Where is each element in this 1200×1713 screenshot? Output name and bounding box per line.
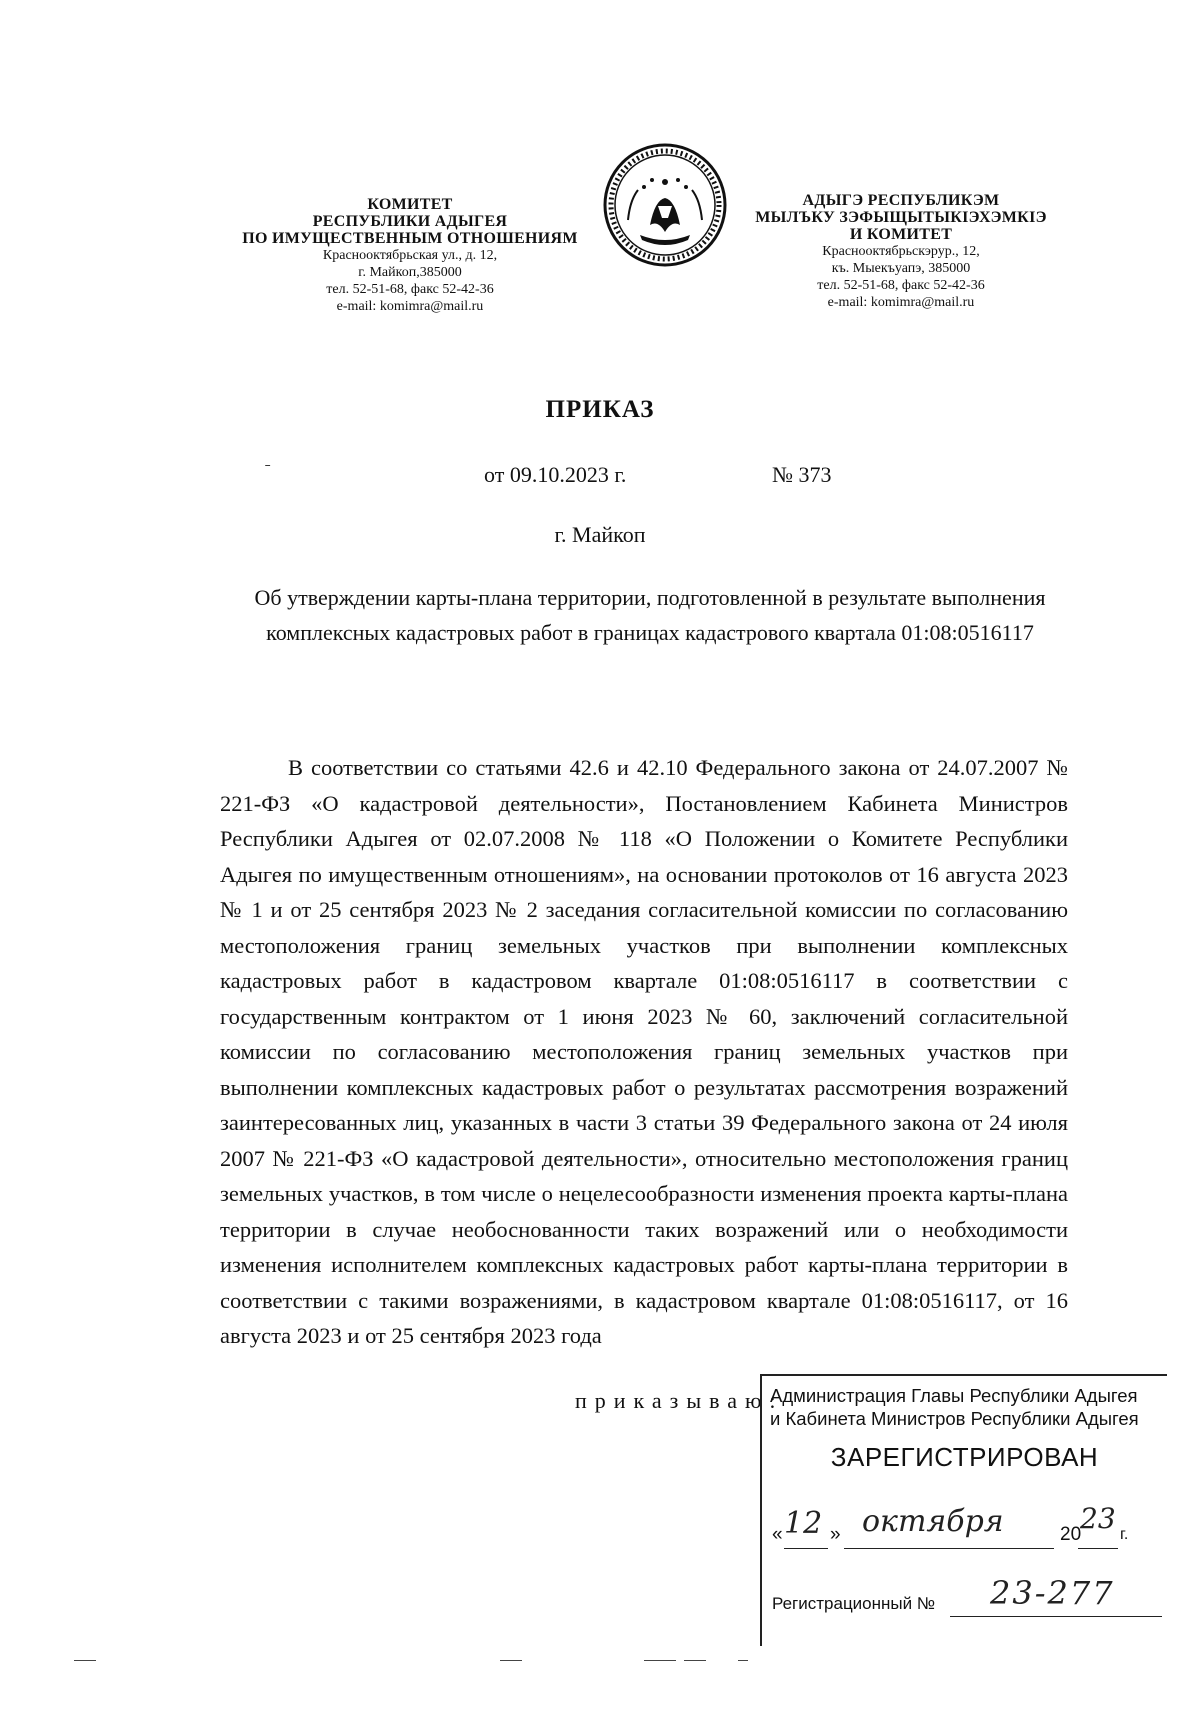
scan-artifact (500, 1660, 522, 1661)
coat-of-arms-icon (600, 140, 730, 270)
stamp-day-underline (784, 1548, 828, 1549)
stamp-year-prefix: 20 (1060, 1524, 1082, 1545)
order-date: от 09.10.2023 г. (484, 462, 627, 487)
header-right (716, 192, 1086, 311)
city-line: г. Майкоп (554, 522, 646, 547)
header-right-city: къ. Мыекъуапэ, 385000 (831, 261, 971, 276)
header-left-email: e-mail: komimra@mail.ru (336, 299, 484, 314)
order-body: В соответствии со статьями 42.6 и 42.10 Федерального закона от 24.07.2007 № 221-ФЗ «О кадастровой деятельности», Постановлением Кабинета Министров Республики Адыгея от 02.07.2008 № 118 «О Положении о Комитете Республики Адыгея по имущественным отношениям», на основании протоколов от 16 августа 2023 № 1 и от 25 сентября 2023 № 2 заседания согласительной комиссии по согласованию местоположения границ земельных участков при выполнении комплексных кадастровых работ в кадастровом квартале 01:08:0516117 в соответствии с государственным контрактом от 1 июня 2023 № 60, заключений согласительной комиссии по согласованию местоположения границ земельных участков при выполнении комплексных кадастровых работ о результатах рассмотрения возражений заинтересованных лиц, указанных в части 3 статьи 39 Федерального закона от 24 июля 2007 № 221-ФЗ «О кадастровой деятельности», относительно местоположения границ земельных участков, в том числе о нецелесообразности изменения проекта карты-плана территории в случае необоснованности таких возражений или о необходимости изменения исполнителем комплексных кадастровых работ карты-плана территории в соответствии с такими возражениями, в кадастровом квартале 01:08:0516117, от 16 августа 2023 и от 25 сентября 2023 года (220, 755, 1068, 1348)
header-right-email: e-mail: komimra@mail.ru (827, 295, 975, 310)
stamp-month-underline (844, 1548, 1054, 1549)
stamp-org-line1: Администрация Главы Республики Адыгея (770, 1385, 1138, 1406)
header-left-city: г. Майкоп,385000 (358, 265, 462, 280)
header-left-phone: тел. 52-51-68, факс 52-42-36 (326, 282, 494, 297)
order-number: № 373 (772, 462, 832, 487)
header-right-line3: И КОМИТЕТ (849, 226, 953, 243)
stamp-year-suffix: 23 (1080, 1502, 1116, 1535)
stamp-org-line2: и Кабинета Министров Республики Адыгея (770, 1408, 1139, 1429)
stamp-date-row (772, 1502, 1167, 1556)
header-right-phone: тел. 52-51-68, факс 52-42-36 (817, 278, 985, 293)
stamp-regno-underline (950, 1616, 1162, 1617)
scan-artifact (644, 1660, 676, 1661)
stamp-year-unit: г. (1120, 1526, 1129, 1543)
stamp-open-quote: « (772, 1524, 783, 1545)
scan-artifact (738, 1660, 748, 1661)
stamp-close-quote: » (830, 1524, 841, 1545)
order-word: приказываю: (575, 1388, 784, 1413)
header-right-line2: МЫЛЪКУ ЗЭФЫЩЫТЫКIЭХЭМКIЭ (755, 209, 1047, 226)
header-left-line1: КОМИТЕТ (367, 196, 453, 213)
stamp-regno-label: Регистрационный № (772, 1594, 936, 1613)
order-subject: Об утверждении карты-плана территории, подготовленной в результате выполнения комплексных кадастровых работ в границах кадастрового квартала 01:08:0516117 (254, 585, 1046, 645)
stray-mark: ˉ (265, 462, 271, 479)
stamp-year-underline (1078, 1548, 1118, 1549)
header-right-address: Краснооктябрьскэрур., 12, (822, 244, 980, 259)
stamp-registered: ЗАРЕГИСТРИРОВАН (830, 1442, 1099, 1472)
scan-artifact (684, 1660, 706, 1661)
scan-artifact (74, 1660, 96, 1661)
registration-stamp (760, 1374, 1167, 1646)
stamp-month: октября (862, 1504, 1004, 1539)
document-title: ПРИКАЗ (545, 396, 655, 423)
header-left (200, 196, 620, 315)
stamp-regno-value: 23-277 (990, 1574, 1115, 1612)
stamp-day: 12 (784, 1506, 823, 1541)
header-left-line3: ПО ИМУЩЕСТВЕННЫМ ОТНОШЕНИЯМ (242, 230, 578, 247)
stamp-organization (770, 1384, 1165, 1430)
header-right-line1: АДЫГЭ РЕСПУБЛИКЭМ (802, 192, 1000, 209)
header-left-line2: РЕСПУБЛИКИ АДЫГЕЯ (312, 213, 508, 230)
header-left-address: Краснооктябрьская ул., д. 12, (322, 248, 498, 263)
stamp-regno-row (772, 1574, 1167, 1622)
